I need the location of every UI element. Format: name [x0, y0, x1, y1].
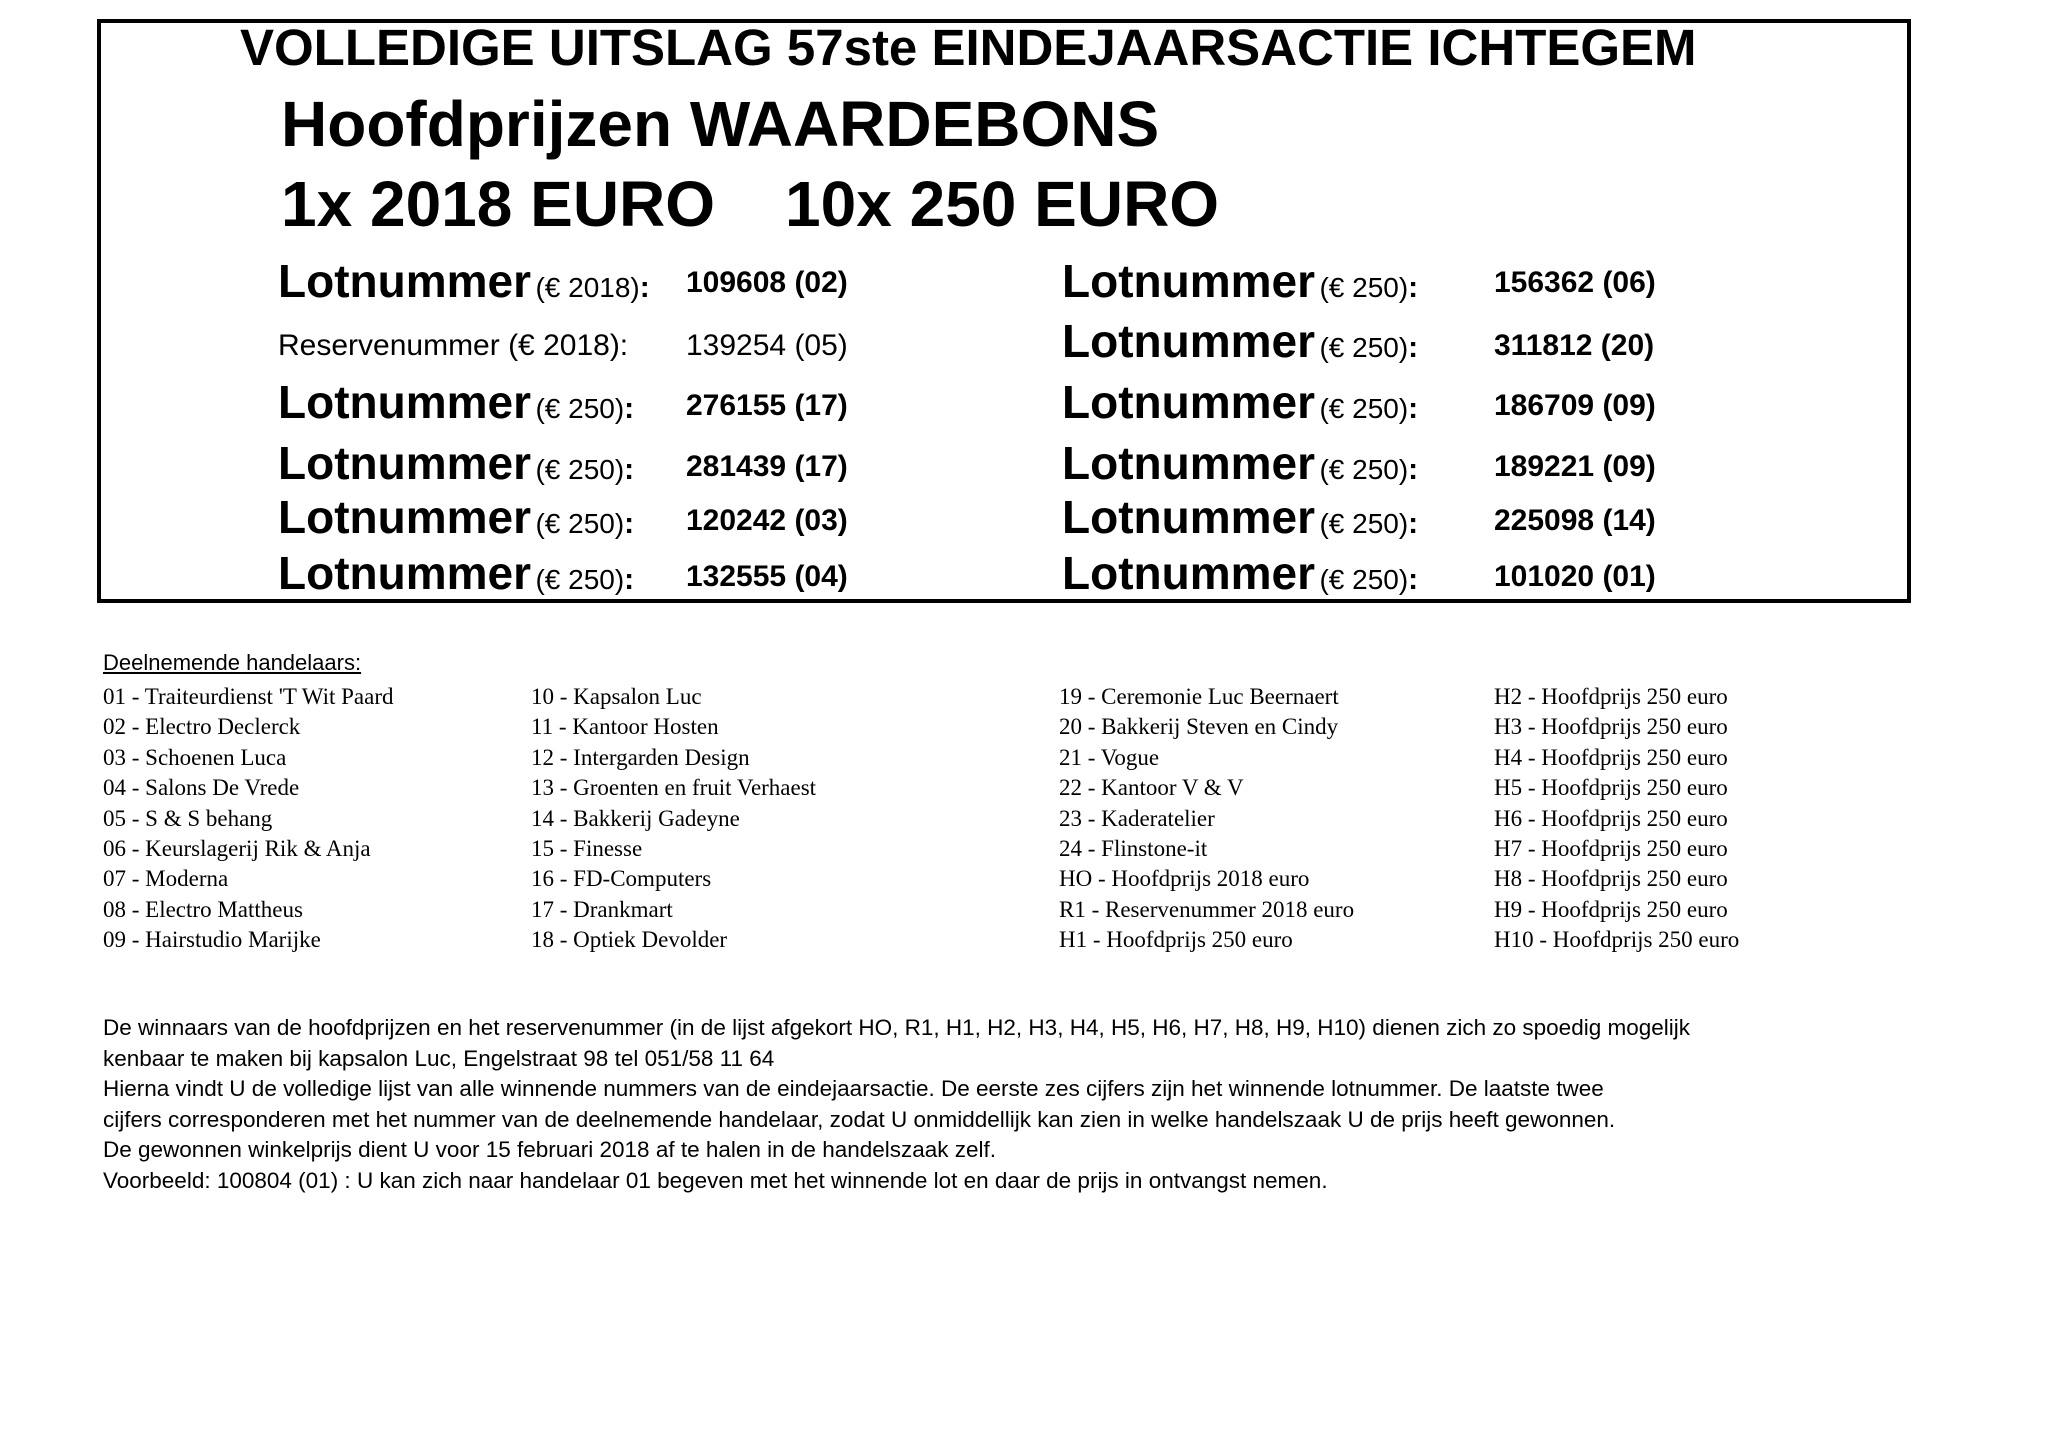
- list-item: H4 - Hoofdprijs 250 euro: [1494, 744, 1728, 770]
- left-row-label: Lotnummer (€ 250):: [278, 376, 635, 428]
- list-item: 17 - Drankmart: [531, 896, 673, 922]
- list-item: H7 - Hoofdprijs 250 euro: [1494, 836, 1728, 862]
- list-item: 19 - Ceremonie Luc Beernaert: [1059, 684, 1339, 709]
- list-item: H5 - Hoofdprijs 250 euro: [1494, 775, 1728, 801]
- list-item: H8 - Hoofdprijs 250 euro: [1494, 866, 1728, 892]
- left-row-number: 276155 (17): [686, 389, 848, 422]
- merchant-column-3: [1059, 682, 1354, 956]
- list-item: 24 - Flinstone-it: [1059, 836, 1208, 862]
- list-item: 03 - Schoenen Luca: [103, 744, 287, 770]
- list-item: 18 - Optiek Devolder: [531, 927, 728, 953]
- list-item: HO - Hoofdprijs 2018 euro: [1059, 866, 1310, 892]
- left-row-number: 109608 (02): [686, 266, 848, 299]
- note-line: cijfers corresponderen met het nummer van de deelnemende handelaar, zodat U onmiddellijk kan zien in welke handelszaak U de prijs heeft gewonnen.: [103, 1106, 1616, 1132]
- list-item: 15 - Finesse: [531, 836, 643, 862]
- list-item: 05 - S & S behang: [103, 805, 273, 831]
- right-row-number: 311812 (20): [1494, 329, 1655, 362]
- right-row-label: Lotnummer (€ 250):: [1062, 376, 1419, 428]
- note-line: De gewonnen winkelprijs dient U voor 15 februari 2018 af te halen in de handelszaak zelf.: [103, 1137, 997, 1162]
- list-item: 13 - Groenten en fruit Verhaest: [531, 775, 817, 801]
- prize-main: 1x 2018 EURO: [281, 168, 716, 240]
- page-subtitle: Hoofdprijzen WAARDEBONS: [281, 88, 1160, 160]
- list-item: 16 - FD-Computers: [531, 866, 712, 892]
- left-row-label: Lotnummer (€ 250):: [278, 491, 635, 543]
- list-item: 22 - Kantoor V & V: [1059, 775, 1244, 801]
- prize-secondary: 10x 250 EURO: [785, 168, 1220, 240]
- note-line: Voorbeeld: 100804 (01) : U kan zich naar handelaar 01 begeven met het winnende lot en daar de prijs in ontvangst nemen.: [103, 1167, 1328, 1193]
- list-item: 20 - Bakkerij Steven en Cindy: [1059, 714, 1339, 740]
- left-row-label: Lotnummer (€ 250):: [278, 547, 635, 599]
- list-item: 12 - Intergarden Design: [531, 744, 750, 770]
- list-item: 14 - Bakkerij Gadeyne: [531, 805, 740, 831]
- left-row-number: 120242 (03): [686, 504, 848, 537]
- merchant-column-4: [1494, 682, 1739, 956]
- list-item: 09 - Hairstudio Marijke: [103, 927, 321, 953]
- list-item: H1 - Hoofdprijs 250 euro: [1059, 927, 1293, 953]
- merchant-column-2: [531, 682, 816, 956]
- merchant-column-1: [103, 682, 394, 956]
- left-row-label: Lotnummer (€ 2018):: [278, 255, 650, 307]
- list-item: H10 - Hoofdprijs 250 euro: [1494, 927, 1740, 953]
- right-row-label: Lotnummer (€ 250):: [1062, 315, 1419, 367]
- list-item: H3 - Hoofdprijs 250 euro: [1494, 714, 1728, 740]
- list-item: R1 - Reservenummer 2018 euro: [1059, 896, 1355, 922]
- list-item: 21 - Vogue: [1059, 744, 1160, 770]
- left-row-number: 132555 (04): [686, 560, 848, 593]
- left-row-label: Lotnummer (€ 250):: [278, 437, 635, 489]
- right-row-number: 101020 (01): [1494, 560, 1656, 593]
- left-row-number: 281439 (17): [686, 450, 848, 483]
- prize-summary: [281, 168, 1220, 240]
- list-item: 10 - Kapsalon Luc: [531, 684, 702, 709]
- right-row-label: Lotnummer (€ 250):: [1062, 437, 1419, 489]
- list-item: H6 - Hoofdprijs 250 euro: [1494, 805, 1728, 831]
- list-item: 07 - Moderna: [103, 866, 229, 892]
- right-row-number: 189221 (09): [1494, 450, 1656, 483]
- note-line: kenbaar te maken bij kapsalon Luc, Engelstraat 98 tel 051/58 11 64: [103, 1045, 775, 1071]
- page-title: VOLLEDIGE UITSLAG 57ste EINDEJAARSACTIE ICHTEGEM: [240, 19, 1697, 76]
- list-item: 08 - Electro Mattheus: [103, 896, 303, 922]
- list-item: 02 - Electro Declerck: [103, 714, 301, 740]
- list-item: 06 - Keurslagerij Rik & Anja: [103, 836, 371, 862]
- right-row-label: Lotnummer (€ 250):: [1062, 547, 1419, 599]
- right-row-label: Lotnummer (€ 250):: [1062, 491, 1419, 543]
- right-row-label: Lotnummer (€ 250):: [1062, 255, 1419, 307]
- list-item: 11 - Kantoor Hosten: [531, 714, 719, 740]
- right-row-number: 225098 (14): [1494, 504, 1656, 537]
- note-line: Hierna vindt U de volledige lijst van alle winnende nummers van de eindejaarsactie. De eerste zes cijfers zijn het winnende lotnummer. De laatste twee: [103, 1076, 1604, 1101]
- reserve-row-number: 139254 (05): [686, 329, 848, 362]
- list-item: H9 - Hoofdprijs 250 euro: [1494, 896, 1728, 922]
- list-item: 23 - Kaderatelier: [1059, 805, 1215, 831]
- note-line: De winnaars van de hoofdprijzen en het reservenummer (in de lijst afgekort HO, R1, H1, H2, H3, H4, H5, H6, H7, H8, H9, H10) dienen zich zo spoedig mogelijk: [103, 1015, 1690, 1040]
- list-item: 01 - Traiteurdienst 'T Wit Paard: [103, 684, 394, 709]
- list-item: H2 - Hoofdprijs 250 euro: [1494, 684, 1728, 709]
- list-item: 04 - Salons De Vrede: [103, 775, 300, 801]
- right-row-number: 186709 (09): [1494, 389, 1656, 422]
- reserve-row-label: Reservenummer (€ 2018):: [278, 329, 629, 362]
- explanation-text: [103, 1013, 1690, 1196]
- merchants-heading: Deelnemende handelaars:: [103, 650, 362, 675]
- right-row-number: 156362 (06): [1494, 266, 1656, 299]
